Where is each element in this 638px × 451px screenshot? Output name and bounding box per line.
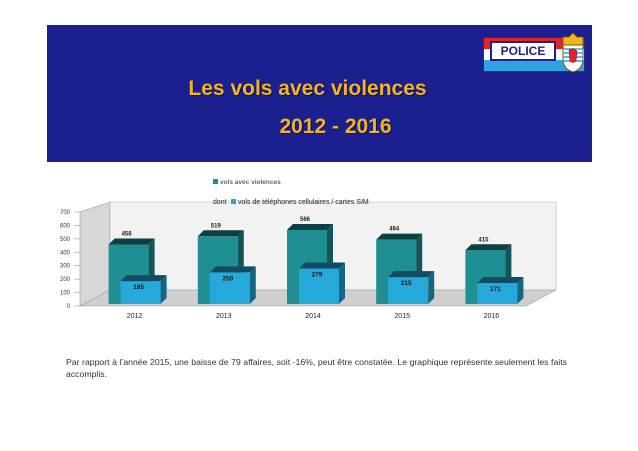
bar-telephones-top bbox=[299, 263, 345, 269]
chart-side-wall bbox=[80, 202, 110, 306]
police-logo: POLICE bbox=[490, 41, 556, 61]
y-tick-label: 300 bbox=[59, 263, 70, 270]
legend-prefix: dont bbox=[213, 199, 227, 206]
bar-telephones-top bbox=[388, 271, 434, 277]
bar-violences-top bbox=[465, 244, 511, 250]
bar-telephones-top bbox=[121, 275, 167, 281]
y-tick-label: 0 bbox=[66, 304, 70, 310]
x-tick-label: 2012 bbox=[126, 313, 143, 320]
y-tick-label: 700 bbox=[59, 210, 70, 216]
bar-violences-top bbox=[109, 238, 155, 244]
data-label-violences: 458 bbox=[121, 231, 132, 238]
data-label-telephones: 215 bbox=[400, 280, 412, 288]
data-label-violences: 494 bbox=[389, 226, 400, 233]
bar-telephones-top bbox=[210, 266, 256, 272]
data-label-violences: 566 bbox=[299, 216, 311, 223]
legend-label-violences: vols avec violences bbox=[220, 179, 281, 186]
bar-telephones-top bbox=[477, 277, 523, 283]
y-tick-label: 400 bbox=[59, 250, 70, 257]
data-label-telephones: 185 bbox=[133, 284, 145, 292]
y-tick-label: 600 bbox=[59, 223, 70, 230]
x-tick-label: 2015 bbox=[394, 313, 410, 320]
data-label-violences: 519 bbox=[210, 223, 221, 230]
slide-subtitle: 2012 - 2016 bbox=[279, 115, 392, 138]
slide-title: Les vols avec violences bbox=[188, 77, 427, 100]
data-label-violences: 415 bbox=[478, 237, 489, 244]
legend-swatch-violences bbox=[213, 179, 218, 184]
bar-chart bbox=[58, 176, 602, 336]
x-tick-label: 2013 bbox=[216, 313, 232, 320]
data-label-telephones: 279 bbox=[311, 271, 323, 279]
bar-telephones-side bbox=[250, 266, 256, 304]
bar-violences-top bbox=[198, 230, 244, 236]
data-label-telephones: 171 bbox=[489, 286, 501, 294]
bar-telephones-side bbox=[339, 263, 345, 304]
caption-text: Par rapport à l’année 2015, une baisse de 79 affaires, soit -16%, peut être constatée. Le graphique représente seulement les faits accomplis. bbox=[66, 357, 567, 379]
data-label-telephones: 250 bbox=[222, 275, 234, 283]
bar-violences-top bbox=[376, 234, 422, 240]
y-tick-label: 500 bbox=[59, 236, 70, 243]
legend-label-telephones: vols de téléphones cellulaires / cartes SIM bbox=[238, 199, 369, 206]
bar-violences-top bbox=[287, 224, 333, 230]
x-tick-label: 2016 bbox=[483, 313, 500, 320]
police-crest-icon bbox=[559, 31, 587, 73]
legend-swatch-telephones bbox=[231, 199, 236, 204]
title-banner bbox=[47, 25, 592, 162]
y-tick-label: 200 bbox=[59, 277, 70, 284]
y-tick-label: 100 bbox=[59, 290, 70, 297]
x-tick-label: 2014 bbox=[305, 313, 321, 320]
